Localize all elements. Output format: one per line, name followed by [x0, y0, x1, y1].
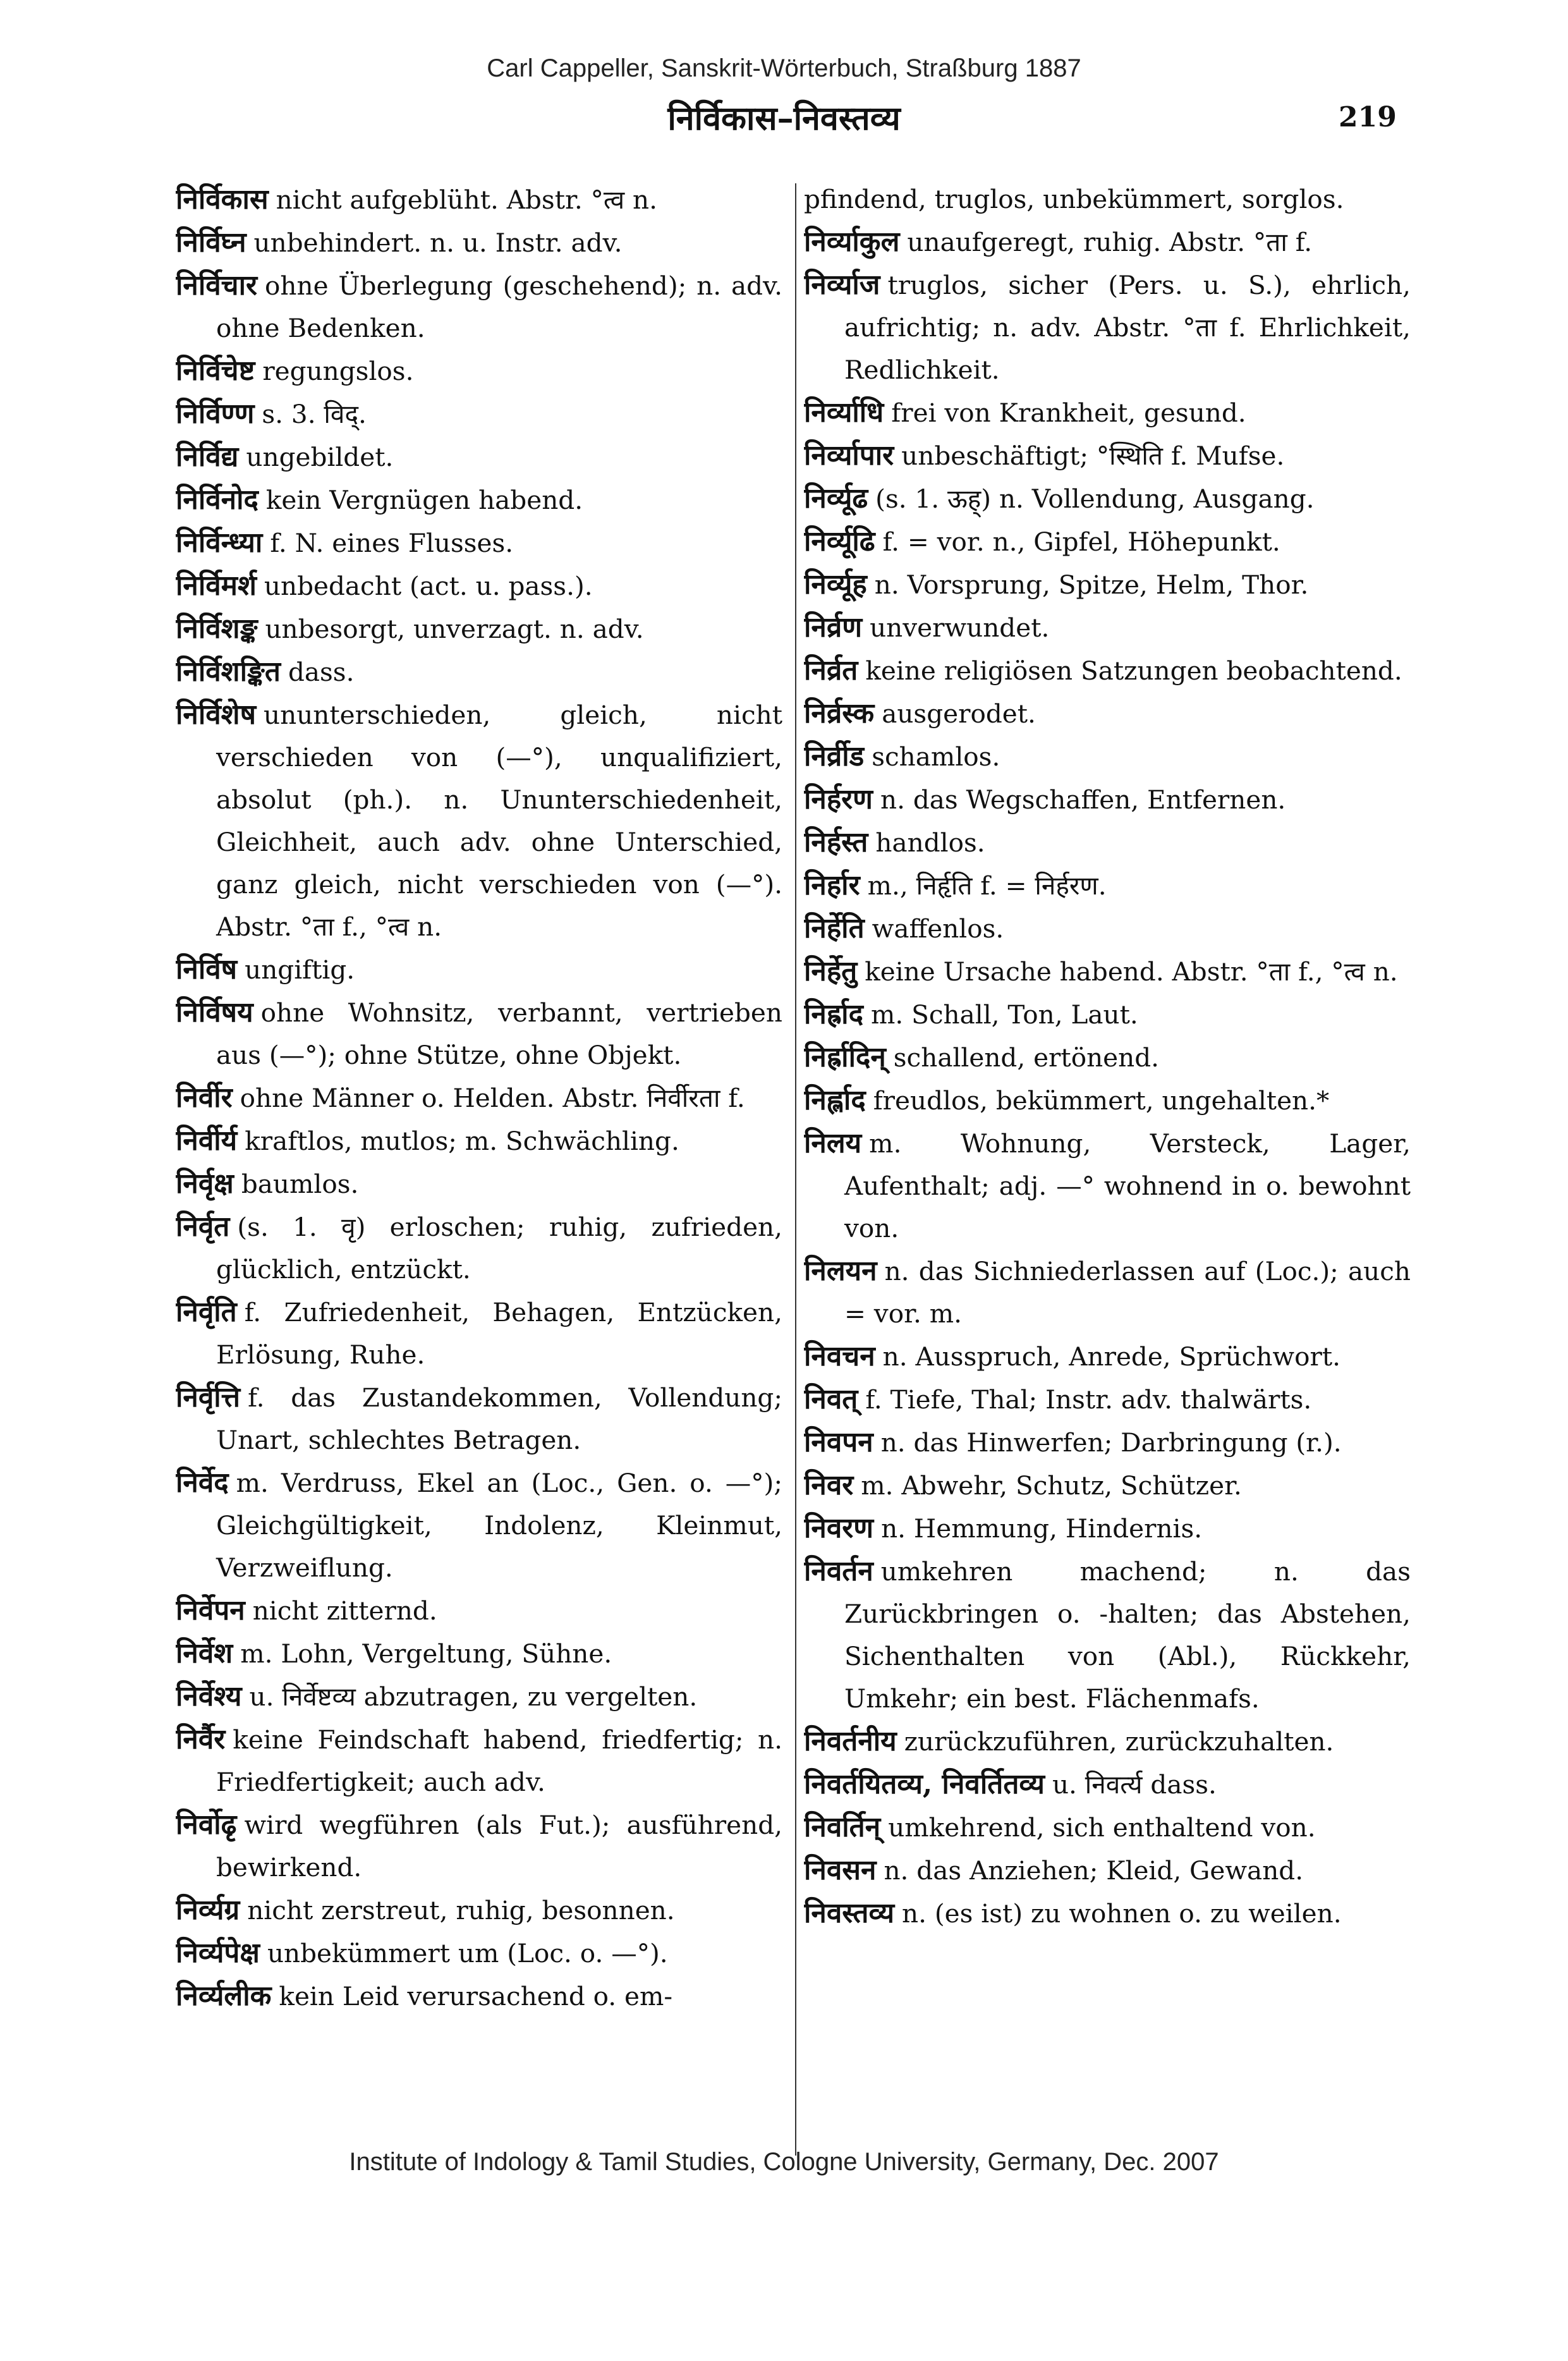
entry-definition: m. Lohn, Vergeltung, Sühne. — [240, 1638, 612, 1669]
entry-headword: निर्वृति — [176, 1296, 237, 1328]
entry-definition: u. निवर्त्य dass. — [1052, 1769, 1217, 1800]
entry-definition: unaufgeregt, ruhig. Abstr. °ता f. — [907, 227, 1313, 257]
entry-headword: निर्व्याज — [804, 269, 880, 301]
entry-headword: निर्व्यपेक्ष — [176, 1937, 260, 1969]
entry-headword: निर्वोढृ — [176, 1809, 237, 1841]
dictionary-entry — [176, 564, 782, 607]
entry-headword: निर्व्रत — [804, 654, 858, 686]
dictionary-entry — [176, 1162, 782, 1205]
entry-definition: ohne Wohnsitz, verbannt, vertrieben aus (—°); ohne Stütze, ohne Objekt. — [216, 997, 782, 1070]
entry-definition: n. das Hinwerfen; Darbringung (r.). — [880, 1427, 1342, 1458]
page-number: 219 — [1339, 101, 1397, 133]
entry-definition: nicht aufgeblüht. Abstr. °त्व n. — [276, 185, 657, 215]
entry-definition: unbekümmert um (Loc. o. —°). — [267, 1938, 668, 1968]
entry-headword: निर्वृत — [176, 1211, 230, 1243]
entry-headword: निर्ह्रादिन् — [804, 1041, 886, 1073]
entry-headword: निवस्तव्य — [804, 1897, 895, 1929]
entry-definition: unbedacht (act. u. pass.). — [264, 571, 593, 601]
entry-definition: regungslos. — [262, 356, 414, 386]
entry-headword: निर्वेपन — [176, 1594, 245, 1626]
entry-headword: निर्विशङ्कित — [176, 656, 281, 688]
dictionary-entry — [804, 1378, 1411, 1421]
entry-headword: निवर — [804, 1469, 854, 1501]
entry-headword: निर्व्रस्क — [804, 697, 875, 729]
entry-definition: ununterschieden, gleich, nicht verschieden von (—°), unqualifiziert, absolut (ph.). n. Ununterschiedenheit, Gleichheit, auch adv. ohne Unterschied, ganz gleich, nicht verschieden von (—°). Abstr. °ता f., °त्व n. — [216, 700, 782, 942]
entry-headword: निर्विषय — [176, 996, 253, 1028]
entry-headword: निवत् — [804, 1383, 858, 1415]
dictionary-entry — [804, 1763, 1411, 1806]
dictionary-entry — [804, 178, 1411, 221]
column-divider — [795, 183, 796, 2156]
entry-headword: निर्व्यग्र — [176, 1894, 240, 1926]
entry-definition: freudlos, bekümmert, ungehalten.* — [873, 1085, 1330, 1116]
dictionary-entry — [176, 1589, 782, 1632]
dictionary-entry — [804, 1892, 1411, 1935]
dictionary-entry — [176, 1803, 782, 1889]
entry-headword: निर्वृत्ति — [176, 1381, 241, 1413]
entry-definition: baumlos. — [241, 1169, 359, 1199]
dictionary-entry — [804, 1250, 1411, 1335]
dictionary-entry — [176, 264, 782, 350]
entry-headword: निर्विद्य — [176, 441, 239, 473]
entry-headword: निर्व्यूढ — [804, 482, 868, 515]
entry-definition: kein Leid verursachend o. em- — [279, 1981, 673, 2011]
dictionary-entry — [176, 1461, 782, 1589]
dictionary-entry — [176, 1889, 782, 1932]
dictionary-entry — [176, 1975, 782, 2018]
dictionary-entry — [176, 693, 782, 948]
entry-headword: निर्व्यलीक — [176, 1980, 272, 2012]
dictionary-entry — [176, 522, 782, 564]
dictionary-entry — [804, 520, 1411, 563]
entry-headword: निर्विचेष्ट — [176, 355, 255, 387]
dictionary-entry — [176, 479, 782, 522]
entry-definition: ungiftig. — [245, 955, 355, 985]
dictionary-entry — [176, 1632, 782, 1675]
dictionary-entry — [176, 221, 782, 264]
entry-headword: निर्वृक्ष — [176, 1168, 234, 1200]
dictionary-entry — [804, 778, 1411, 821]
dictionary-entry — [804, 606, 1411, 649]
right-column — [804, 178, 1411, 2163]
entry-definition: nicht zerstreut, ruhig, besonnen. — [247, 1895, 675, 1925]
entry-headword: निर्विचार — [176, 269, 258, 302]
entry-headword: निर्वीर्य — [176, 1125, 238, 1157]
entry-definition: unbeschäftigt; °स्थिति f. Mufse. — [901, 441, 1285, 471]
dictionary-entry — [804, 1464, 1411, 1507]
entry-definition: keine religiösen Satzungen beobachtend. — [865, 656, 1402, 686]
dictionary-entry — [804, 1122, 1411, 1250]
entry-definition: nicht zitternd. — [252, 1595, 437, 1626]
entry-headword: निर्वेद — [176, 1467, 229, 1499]
dictionary-entry — [176, 1077, 782, 1119]
entry-headword: निवसन — [804, 1854, 877, 1886]
entry-headword: निर्हरण — [804, 783, 873, 815]
entry-headword: निर्विष — [176, 953, 238, 985]
left-column — [176, 178, 782, 2163]
entry-definition: f. = vor. n., Gipfel, Höhepunkt. — [882, 527, 1280, 557]
dictionary-entry — [176, 178, 782, 221]
dictionary-entry — [176, 393, 782, 436]
entry-headword: निवपन — [804, 1426, 873, 1458]
dictionary-entry — [804, 735, 1411, 778]
entry-headword: निर्विमर्श — [176, 570, 257, 602]
entry-headword: निर्हार — [804, 869, 860, 901]
dictionary-entry — [176, 350, 782, 393]
entry-headword: निर्व्रण — [804, 611, 863, 644]
entry-definition: n. das Anziehen; Kleid, Gewand. — [884, 1855, 1304, 1886]
entry-headword: निवचन — [804, 1340, 875, 1372]
entry-headword: निर्वीर — [176, 1082, 233, 1114]
entry-definition: f. das Zustandekommen, Vollendung; Unart, schlechtes Betragen. — [216, 1382, 782, 1455]
entry-definition: waffenlos. — [872, 913, 1004, 944]
dictionary-entry — [804, 1507, 1411, 1550]
entry-definition: (s. 1. ऊह्) n. Vollendung, Ausgang. — [875, 484, 1315, 514]
entry-headword: निर्व्यूह — [804, 568, 867, 601]
entry-definition: kraftlos, mutlos; m. Schwächling. — [245, 1126, 679, 1156]
entry-definition: umkehren machend; n. das Zurückbringen o. -halten; das Abstehen, Sichenthalten von (Abl.), Rückkehr, Umkehr; ein best. Flächenmafs. — [844, 1556, 1411, 1714]
entry-definition: s. 3. विद्. — [262, 399, 367, 429]
entry-headword: निवर्तयितव्य, निवर्तितव्य — [804, 1768, 1045, 1800]
entry-headword: निर्व्रीड — [804, 740, 865, 772]
dictionary-entry — [804, 434, 1411, 477]
footer-credit: Institute of Indology & Tamil Studies, Cologne University, Germany, Dec. 2007 — [349, 2148, 1219, 2176]
entry-definition: keine Feindschaft habend, friedfertig; n. Friedfertigkeit; auch adv. — [216, 1724, 782, 1797]
entry-definition: m. Wohnung, Versteck, Lager, Aufenthalt; adj. —° wohnend in o. bewohnt von. — [844, 1128, 1411, 1243]
entry-definition: m. Schall, Ton, Laut. — [870, 999, 1138, 1030]
dictionary-entry — [176, 1119, 782, 1162]
entry-definition: umkehrend, sich enthaltend von. — [888, 1812, 1316, 1843]
dictionary-entry — [804, 864, 1411, 907]
entry-definition: u. निर्वेष्टव्य abzutragen, zu vergelten. — [249, 1681, 698, 1712]
entry-definition: schallend, ertönend. — [893, 1042, 1160, 1073]
entry-definition: truglos, sicher (Pers. u. S.), ehrlich, aufrichtig; n. adv. Abstr. °ता f. Ehrlichkeit, Redlichkeit. — [844, 270, 1411, 385]
entry-definition: frei von Krankheit, gesund. — [891, 398, 1246, 428]
entry-definition: n. das Wegschaffen, Entfernen. — [880, 784, 1286, 815]
entry-definition: m., निर्हृति f. = निर्हरण. — [867, 870, 1107, 901]
dictionary-entry — [804, 1550, 1411, 1720]
entry-headword: निर्विनोद — [176, 484, 258, 516]
dictionary-entry — [804, 563, 1411, 606]
dictionary-entry — [804, 221, 1411, 264]
entry-definition: zurückzuführen, zurückzuhalten. — [904, 1726, 1334, 1757]
entry-definition: f. N. eines Flusses. — [270, 528, 514, 558]
entry-definition: n. das Sichniederlassen auf (Loc.); auch = vor. m. — [844, 1256, 1411, 1329]
entry-headword: निलयन — [804, 1255, 877, 1287]
entry-definition: f. Tiefe, Thal; Instr. adv. thalwärts. — [865, 1384, 1312, 1415]
entry-definition: pfindend, truglos, unbekümmert, sorglos. — [804, 184, 1344, 214]
dictionary-entry — [176, 436, 782, 479]
entry-headword: निर्हेतु — [804, 955, 858, 987]
entry-definition: keine Ursache habend. Abstr. °ता f., °त्व n. — [865, 956, 1398, 987]
entry-headword: निर्ह्राद — [804, 998, 863, 1030]
entry-definition: unverwundet. — [870, 613, 1050, 643]
dictionary-entry — [176, 1932, 782, 1975]
entry-definition: handlos. — [875, 827, 985, 858]
dictionary-entry — [804, 950, 1411, 993]
entry-headword: निवर्तनीय — [804, 1725, 897, 1757]
entry-definition: m. Abwehr, Schutz, Schützer. — [861, 1470, 1242, 1501]
entry-headword: निर्व्याधि — [804, 396, 884, 429]
dictionary-entry — [804, 1849, 1411, 1892]
entry-headword: निर्वेश — [176, 1637, 233, 1669]
entry-definition: dass. — [288, 657, 355, 687]
dictionary-entry — [176, 1205, 782, 1291]
entry-headword: निलय — [804, 1127, 862, 1159]
dictionary-entry — [804, 649, 1411, 692]
entry-headword: निर्विकास — [176, 183, 269, 216]
dictionary-entry — [804, 477, 1411, 520]
entry-definition: m. Verdruss, Ekel an (Loc., Gen. o. —°); Gleichgültigkeit, Indolenz, Kleinmut, Verzweiflung. — [216, 1468, 782, 1583]
dictionary-entry — [176, 948, 782, 991]
entry-definition: n. (es ist) zu wohnen o. zu weilen. — [902, 1898, 1342, 1929]
entry-headword: निर्हस्त — [804, 826, 868, 858]
dictionary-entry — [804, 1079, 1411, 1122]
dictionary-entry — [804, 1720, 1411, 1763]
entry-headword: निर्विन्ध्या — [176, 527, 263, 559]
dictionary-entry — [804, 1036, 1411, 1079]
dictionary-entry — [176, 1675, 782, 1718]
dictionary-entry — [804, 907, 1411, 950]
entry-headword: निर्व्याकुल — [804, 226, 900, 258]
entry-headword: निवर्तन — [804, 1555, 873, 1587]
entry-headword: निर्विशङ्क — [176, 613, 258, 645]
entry-headword: निर्वेश्य — [176, 1680, 242, 1712]
entry-definition: ohne Männer o. Helden. Abstr. निर्वीरता f. — [240, 1083, 745, 1113]
dictionary-entry — [804, 1421, 1411, 1464]
dictionary-entry — [176, 1291, 782, 1376]
entry-definition: wird wegführen (als Fut.); ausführend, bewirkend. — [216, 1810, 782, 1882]
dictionary-entry — [176, 607, 782, 650]
dictionary-entry — [804, 1335, 1411, 1378]
entry-definition: f. Zufriedenheit, Behagen, Entzücken, Erlösung, Ruhe. — [216, 1297, 782, 1370]
entry-headword: निर्वैर — [176, 1723, 226, 1755]
entry-definition: (s. 1. वृ) erloschen; ruhig, zufrieden, glücklich, entzückt. — [216, 1212, 782, 1284]
dictionary-entry — [804, 993, 1411, 1036]
dictionary-entry — [176, 650, 782, 693]
entry-headword: निर्व्यूढि — [804, 525, 875, 558]
entry-definition: n. Hemmung, Hindernis. — [881, 1513, 1203, 1544]
entry-definition: kein Vergnügen habend. — [265, 485, 583, 515]
entry-definition: n. Vorsprung, Spitze, Helm, Thor. — [874, 570, 1309, 600]
running-head: निर्विकास–निवस्तव्य — [667, 99, 901, 138]
dictionary-entry — [804, 1806, 1411, 1849]
dictionary-entry — [176, 1376, 782, 1461]
entry-headword: निवरण — [804, 1512, 874, 1544]
entry-headword: निर्विशेष — [176, 699, 257, 731]
entry-definition: ungebildet. — [246, 442, 394, 472]
entry-definition: ohne Überlegung (geschehend); n. adv. ohne Bedenken. — [216, 271, 782, 343]
entry-headword: निर्हेति — [804, 912, 865, 944]
entry-definition: unbesorgt, unverzagt. n. adv. — [265, 614, 644, 644]
dictionary-entry — [176, 1718, 782, 1803]
entry-headword: निर्विघ्न — [176, 226, 246, 259]
dictionary-entry — [804, 821, 1411, 864]
entry-definition: unbehindert. n. u. Instr. adv. — [253, 228, 623, 258]
dictionary-entry — [804, 264, 1411, 391]
source-credit: Carl Cappeller, Sanskrit-Wörterbuch, Straßburg 1887 — [487, 54, 1081, 82]
entry-headword: निर्विण्ण — [176, 398, 255, 430]
dictionary-entry — [176, 991, 782, 1077]
entry-definition: ausgerodet. — [882, 699, 1036, 729]
entry-definition: n. Ausspruch, Anrede, Sprüchwort. — [882, 1341, 1340, 1372]
entry-headword: निवर्तिन् — [804, 1811, 881, 1843]
dictionary-entry — [804, 692, 1411, 735]
entry-headword: निर्ह्लाद — [804, 1084, 866, 1116]
entry-definition: schamlos. — [872, 741, 1000, 772]
dictionary-entry — [804, 391, 1411, 434]
entry-headword: निर्व्यापार — [804, 439, 894, 472]
